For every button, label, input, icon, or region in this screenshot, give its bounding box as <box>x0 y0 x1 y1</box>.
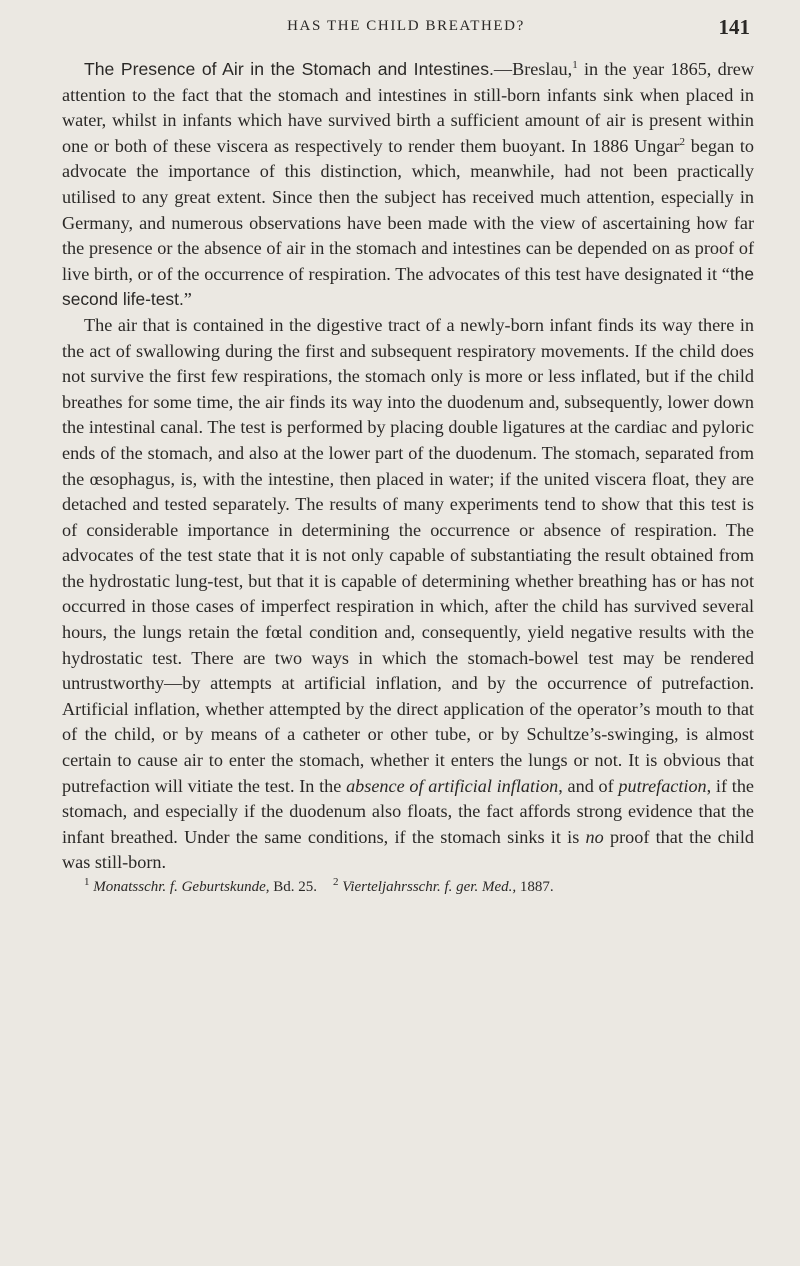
body-text <box>62 57 754 897</box>
paragraph-text: —Breslau, <box>493 59 573 79</box>
paragraph-stomach-test-intro <box>62 57 754 313</box>
running-title: HAS THE CHILD BREATHED? <box>287 18 525 34</box>
paragraph-text: began to advocate the importance of this distinction, which, meanwhile, had not been practically utilised to any great extent. Since then the subject has received much attention, especially in Germany, and numerous observations have been made with the view of ascertaining how far the presence or the absence of air in the stomach and intestines can be depended on as proof of live birth, or of the occurrence of respiration. The advocates of this test have designated it “ <box>62 135 755 284</box>
paragraph-text: in the year 1865, drew attention to the fact that the stomach and intestines in still-born infants sink when placed in water, whilst in infants which have survived birth a sufficient amount of air is present within one or both of these viscera as respectively to render them buoyant. In 1886 Ungar <box>62 59 754 156</box>
page-number: 141 <box>718 15 750 39</box>
footnotes <box>62 877 754 897</box>
paragraph-digestive-tract-air <box>62 313 754 876</box>
second-life-test-term: the second life-test. <box>62 263 754 310</box>
emphasis-text: putrefaction <box>618 775 707 796</box>
footnote-reference-title: Vierteljahrsschr. f. ger. Med., <box>342 879 517 895</box>
emphasis-text: no <box>585 826 604 847</box>
footnote-number: 2 <box>333 876 339 888</box>
paragraph-text: The air that is contained in the digestive tract of a newly-born infant finds its way there in the act of swallowing during the first and subsequent respiratory movements. If the child does not survive the first few respirations, the stomach only is more or less inflated, but if the child breathes for some time, the air finds its way into the duodenum and, subsequently, lower down the intestinal canal. The test is performed by placing double ligatures at the cardiac and pyloric ends of the stomach, and also at the lower part of the duodenum. The stomach, separated from the œsophagus, is, with the intestine, then placed in water; if the united viscera float, they are detached and tested separately. The results of many experiments tend to show that this test is of considerable importance in determining the occurrence or absence of respiration. The advocates of the test state that it is not only capable of substantiating the result obtained from the hydrostatic lung-test, but that it is capable of determining whether breathing has or has not occurred in those cases of imperfect respiration in which, after the child has survived several hours, the lungs retain the fœtal condition and, consequently, yield negative results with the hydrostatic test. There are two ways in which the stomach-bowel test may be rendered untrustworthy—by attempts at artificial inflation, and by the occurrence of putrefaction. Artificial inflation, whether attempted by the direct application of the operator’s mouth to that of the child, or by means of a catheter or other tube, or by Schultze’s-swinging, is almost certain to cause air to enter the stomach, whether it enters the lungs or not. It is obvious that putrefaction will vitiate the test. In the <box>62 314 754 796</box>
running-head <box>62 14 750 40</box>
footnote-reference-title: Monatsschr. f. Geburtskunde, <box>93 879 270 895</box>
footnote-reference-detail: 1887. <box>516 879 554 895</box>
footnote-reference-detail: Bd. 25. <box>269 879 318 895</box>
paragraph-text: proof that the child was still-born. <box>62 826 754 873</box>
footnote-number: 1 <box>84 876 90 888</box>
paragraph-text: ” <box>183 289 192 310</box>
footnote-marker: 2 <box>679 135 686 148</box>
paragraph-text: , and of <box>558 775 619 796</box>
section-heading: The Presence of Air in the Stomach and Intestines. <box>84 59 494 79</box>
footnote-marker: 1 <box>572 58 578 71</box>
paragraph-text: , if the stomach, and especially if the duodenum also floats, the fact affords strong evidence that the infant breathed. Under the same conditions, if the stomach sinks it is <box>62 775 754 847</box>
emphasis-text: absence of artificial inflation <box>346 775 559 796</box>
